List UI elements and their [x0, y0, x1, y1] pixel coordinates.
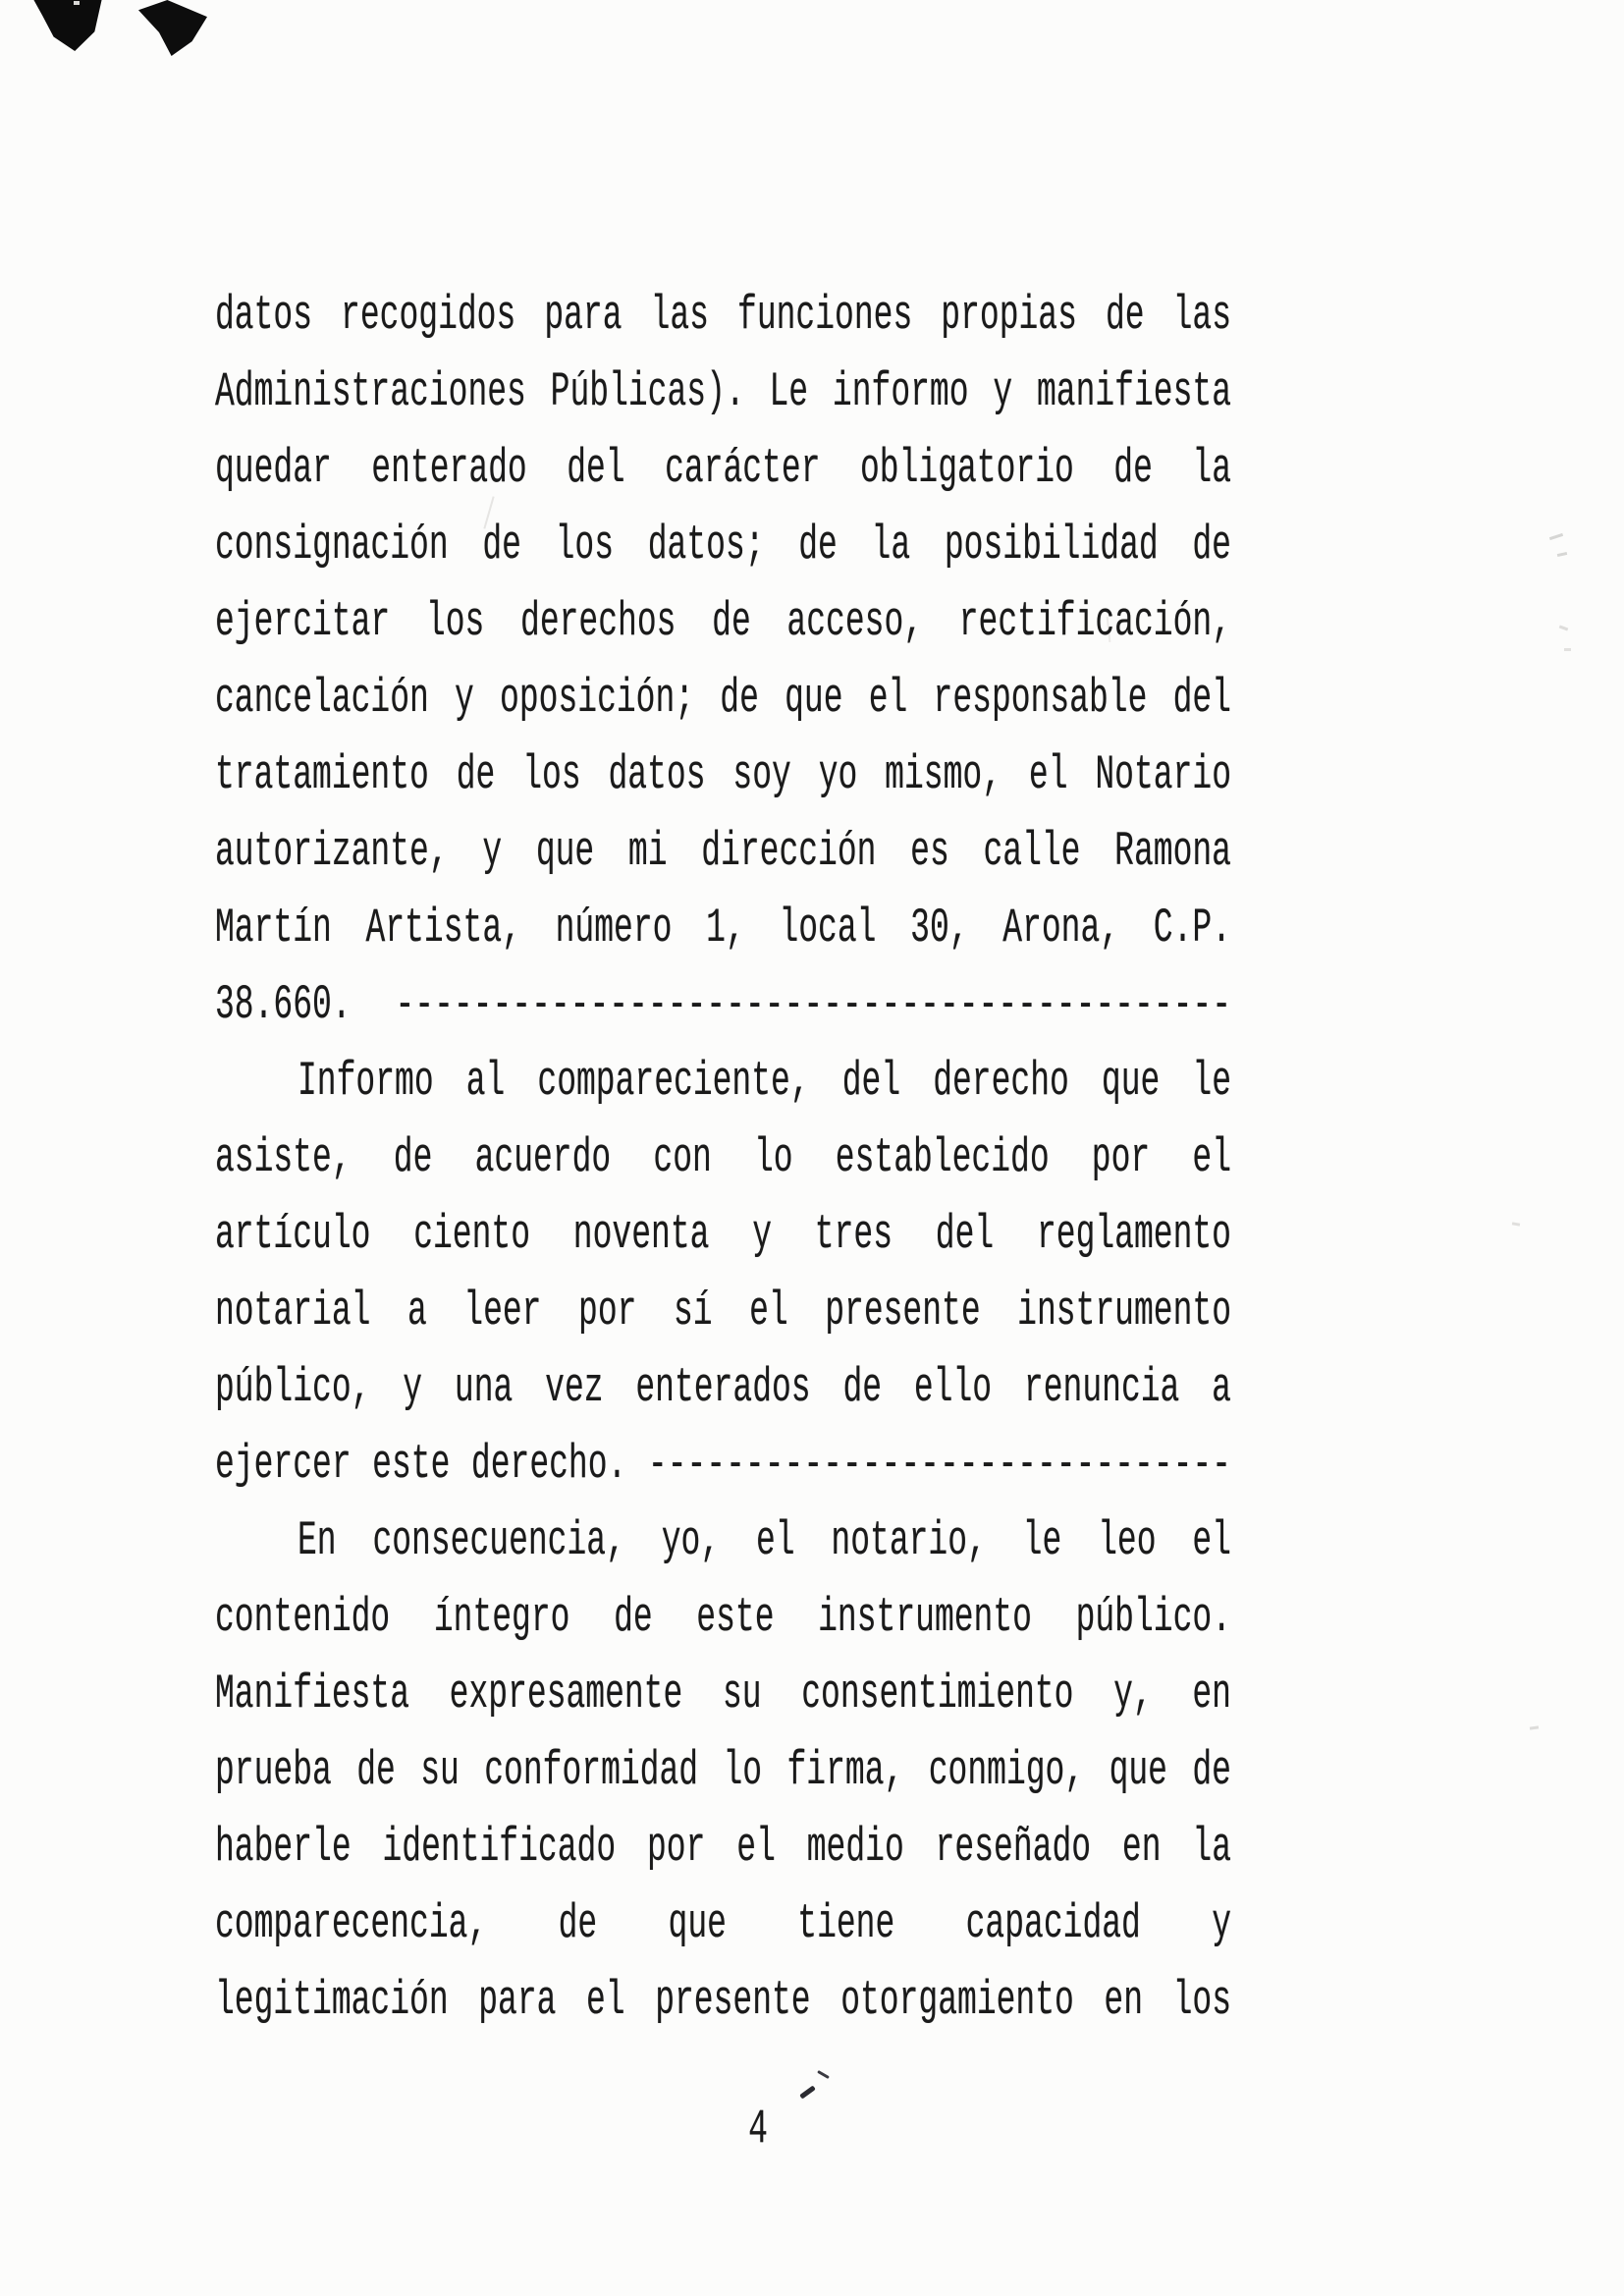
text-line: datos recogidos para las funciones propias de las: [215, 288, 1231, 343]
scan-artifact-speck: [1557, 552, 1567, 557]
scan-artifact-speck: [1564, 648, 1571, 651]
text-line: En consecuencia, yo, el notario, le leo el: [298, 1513, 1231, 1568]
text-line: notarial a leer por sí el presente instrumento: [215, 1284, 1231, 1339]
text-line: cancelación y oposición; de que el responsable del: [215, 671, 1231, 726]
text-line: Administraciones Públicas). Le informo y manifiesta: [215, 364, 1231, 419]
text-line: legitimación para el presente otorgamiento en los: [215, 1973, 1231, 2028]
text-line: comparecencia, de que tiene capacidad y: [215, 1896, 1231, 1951]
text-line: ejercitar los derechos de acceso, rectificación,: [215, 594, 1231, 649]
text-line-dash-fill: 38.660. -------------------------------------------: [215, 977, 1231, 1032]
text-line-dash-fill: ejercer este derecho. ------------------------------: [215, 1437, 1231, 1492]
text-line: Manifiesta expresamente su consentimiento y, en: [215, 1667, 1231, 1722]
text-line: quedar enterado del carácter obligatorio de la: [215, 441, 1231, 496]
text-line: haberle identificado por el medio reseñado en la: [215, 1820, 1231, 1875]
pen-mark: [799, 2085, 816, 2099]
pen-mark: [817, 2070, 830, 2079]
scan-artifact-speck: [1559, 626, 1568, 631]
text-line: prueba de su conformidad lo firma, conmigo, que de: [215, 1743, 1231, 1798]
scan-artifact-corner-mark: [32, 0, 103, 51]
text-line: contenido íntegro de este instrumento público.: [215, 1590, 1231, 1645]
page-number: 4: [748, 2102, 768, 2157]
text-line: asiste, de acuerdo con lo establecido por el: [215, 1130, 1231, 1185]
text-line: público, y una vez enterados de ello renuncia a: [215, 1360, 1231, 1415]
scan-artifact-speck: [1549, 533, 1563, 540]
text-line: tratamiento de los datos soy yo mismo, el Notario: [215, 747, 1231, 802]
scan-artifact-corner-mark: [138, 0, 207, 56]
text-line: consignación de los datos; de la posibilidad de: [215, 518, 1231, 573]
text-line: Martín Artista, número 1, local 30, Arona, C.P.: [215, 901, 1231, 956]
text-line: artículo ciento noventa y tres del reglamento: [215, 1207, 1231, 1262]
text-line: Informo al compareciente, del derecho que le: [298, 1054, 1231, 1109]
scan-artifact-speck: [74, 1, 80, 5]
scan-artifact-speck: [1512, 1222, 1520, 1226]
body-text: [215, 278, 1231, 2040]
text-line: autorizante, y que mi dirección es calle Ramona: [215, 824, 1231, 879]
scan-artifact-speck: [1530, 1725, 1539, 1729]
